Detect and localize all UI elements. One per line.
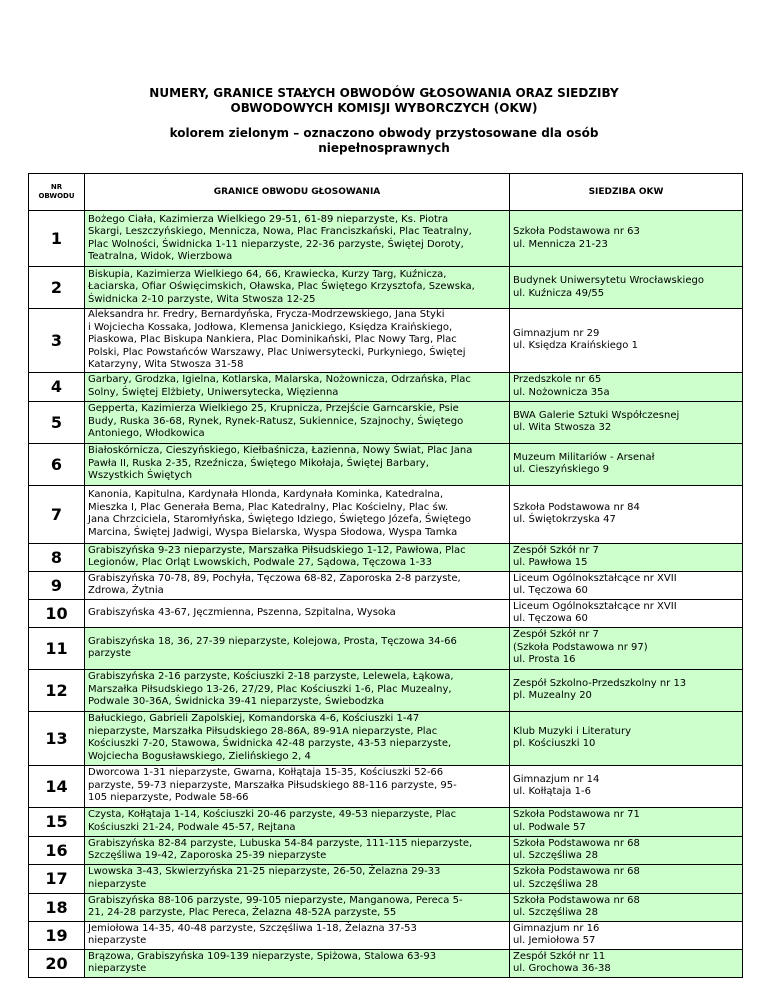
boundary-line: parzyste, 59-73 nieparzyste, Marszałka Piłsudskiego 88-116 parzyste, 95- <box>88 779 457 791</box>
district-number: 19 <box>29 921 85 949</box>
seat-line: Szkoła Podstawowa nr 68 <box>513 837 640 849</box>
seat-line: pl. Kościuszki 10 <box>513 738 596 749</box>
title-line-1: NUMERY, GRANICE STAŁYCH OBWODÓW GŁOSOWANIA ORAZ SIEDZIBY <box>149 86 619 100</box>
boundary-line: Kościuszki 7-20, Stawowa, Świdnicka 42-48 parzyste, 43-53 nieparzyste, <box>88 738 452 749</box>
seat-line: BWA Galerie Sztuki Współczesnej <box>513 409 680 421</box>
seat-line: Przedszkole nr 65 <box>513 374 602 385</box>
boundary-line: nieparzyste <box>88 878 147 890</box>
boundary-line: Zdrowa, Żytnia <box>88 585 164 596</box>
seat-line: Gimnazjum nr 29 <box>513 327 600 339</box>
district-number: 9 <box>29 571 85 599</box>
commission-seat <box>510 765 743 807</box>
header-siedziba: SIEDZIBA OKW <box>510 174 743 211</box>
district-number: 6 <box>29 443 85 485</box>
table-row <box>29 949 743 977</box>
district-number: 15 <box>29 807 85 836</box>
district-boundaries <box>85 267 510 309</box>
commission-seat <box>510 485 743 543</box>
boundary-line: Teatralna, Widok, Wierzbowa <box>88 251 233 262</box>
boundary-line: nieparzyste, Marszałka Piłsudskiego 28-86A, 89-91A nieparzyste, Plac <box>88 725 438 737</box>
boundary-line: Pawła II, Ruska 2-35, Rzeźnicza, Świętego Mikołaja, Świętej Barbary, <box>88 457 429 469</box>
district-number: 2 <box>29 267 85 309</box>
boundary-line: Lwowska 3-43, Skwierzyńska 21-25 nieparzyste, 26-50, Żelazna 29-33 <box>88 866 441 877</box>
district-number: 13 <box>29 711 85 765</box>
commission-seat <box>510 864 743 893</box>
seat-line: ul. Grochowa 36-38 <box>513 963 611 974</box>
seat-line: Szkoła Podstawowa nr 63 <box>513 226 640 237</box>
seat-line: Szkoła Podstawowa nr 68 <box>513 894 640 906</box>
boundary-line: Budy, Ruska 36-68, Rynek, Rynek-Ratusz, Sukiennice, Szajnochy, Świętego <box>88 415 464 427</box>
boundary-line: Biskupia, Kazimierza Wielkiego 64, 66, Krawiecka, Kurzy Targ, Kuźnicza, <box>88 268 447 280</box>
district-boundaries <box>85 921 510 949</box>
seat-line: Muzeum Militariów - Arsenał <box>513 451 655 463</box>
district-boundaries <box>85 836 510 864</box>
table-row <box>29 267 743 309</box>
seat-line: Liceum Ogólnokształcące nr XVII <box>513 572 677 584</box>
boundary-line: Legionów, Plac Orląt Lwowskich, Podwale 27, Sądowa, Tęczowa 1-33 <box>88 557 432 568</box>
commission-seat <box>510 309 743 373</box>
boundary-line: Dworcowa 1-31 nieparzyste, Gwarna, Kołłątaja 15-35, Kościuszki 52-66 <box>88 767 444 779</box>
boundary-line: Solny, Świętej Elżbiety, Uniwersytecka, Więzienna <box>88 386 339 398</box>
seat-line: Zespół Szkół nr 7 <box>513 544 599 556</box>
seat-line: ul. Kuźnicza 49/55 <box>513 287 605 299</box>
boundary-line: Grabiszyńska 82-84 parzyste, Lubuska 54-84 parzyste, 111-115 nieparzyste, <box>88 837 473 849</box>
boundary-line: Grabiszyńska 43-67, Jęczmienna, Pszenna, Szpitalna, Wysoka <box>88 606 396 618</box>
boundary-line: 105 nieparzyste, Podwale 58-66 <box>88 792 249 804</box>
seat-line: Szkoła Podstawowa nr 71 <box>513 809 640 820</box>
boundary-line: Kanonia, Kapitulna, Kardynała Hlonda, Kardynała Kominka, Katedralna, <box>88 489 444 500</box>
seat-line: ul. Nożownicza 35a <box>513 386 610 398</box>
table-row <box>29 401 743 443</box>
table-row <box>29 571 743 599</box>
district-number: 5 <box>29 401 85 443</box>
commission-seat <box>510 571 743 599</box>
boundary-line: Grabiszyńska 2-16 parzyste, Kościuszki 2-18 parzyste, Lelewela, Łąkowa, <box>88 671 454 683</box>
commission-seat <box>510 669 743 711</box>
commission-seat <box>510 599 743 627</box>
seat-line: ul. Szczęśliwa 28 <box>513 850 598 861</box>
seat-line: Zespół Szkół nr 7 <box>513 629 599 641</box>
seat-line: pl. Muzealny 20 <box>513 690 592 701</box>
boundary-line: Grabiszyńska 88-106 parzyste, 99-105 nieparzyste, Manganowa, Pereca 5- <box>88 894 463 906</box>
boundary-line: Łaciarska, Ofiar Oświęcimskich, Oławska, Plac Świętego Krzysztofa, Szewska, <box>88 281 475 293</box>
table-row <box>29 485 743 543</box>
table-row <box>29 372 743 401</box>
seat-line: Zespół Szkół nr 11 <box>513 950 606 962</box>
commission-seat <box>510 627 743 669</box>
seat-line: ul. Kołłątaja 1-6 <box>513 786 591 797</box>
seat-line: Liceum Ogólnokształcące nr XVII <box>513 600 677 612</box>
district-boundaries <box>85 443 510 485</box>
boundary-line: Podwale 30-36A, Świdnicka 39-41 nieparzyste, Świebodzka <box>88 696 385 708</box>
boundary-line: Marcina, Świętej Jadwigi, Wyspa Bielarska, Wyspa Słodowa, Wyspa Tamka <box>88 526 458 538</box>
commission-seat <box>510 949 743 977</box>
district-boundaries <box>85 669 510 711</box>
boundary-line: Piaskowa, Plac Biskupa Nankiera, Plac Dominikański, Plac Nowy Targ, Plac <box>88 334 457 345</box>
table-row <box>29 627 743 669</box>
district-boundaries <box>85 949 510 977</box>
district-boundaries <box>85 571 510 599</box>
district-boundaries <box>85 627 510 669</box>
header-nr-line-1: NR <box>50 183 63 191</box>
boundary-line: Bałuckiego, Gabrieli Zapolskiej, Komandorska 4-6, Kościuszki 1-47 <box>88 713 420 724</box>
boundary-line: Białoskórnicza, Cieszyńskiego, Kiełbaśnicza, Łazienna, Nowy Świat, Plac Jana <box>88 445 473 457</box>
commission-seat <box>510 893 743 921</box>
boundary-line: 21, 24-28 parzyste, Plac Pereca, Żelazna 48-52A parzyste, 55 <box>88 907 397 918</box>
boundary-line: nieparzyste <box>88 935 147 946</box>
boundary-line: Antoniego, Włodkowica <box>88 428 205 440</box>
subtitle-line-1: kolorem zielonym – oznaczono obwody przystosowane dla osób <box>169 126 599 140</box>
seat-line: Gimnazjum nr 14 <box>513 773 600 785</box>
boundary-line: Bożego Ciała, Kazimierza Wielkiego 29-51, 61-89 nieparzyste, Ks. Piotra <box>88 213 449 225</box>
table-row <box>29 443 743 485</box>
district-number: 3 <box>29 309 85 373</box>
district-number: 14 <box>29 765 85 807</box>
commission-seat <box>510 711 743 765</box>
seat-line: ul. Mennicza 21-23 <box>513 238 608 250</box>
boundary-line: Skargi, Leszczyńskiego, Mennicza, Nowa, Plac Franciszkański, Plac Teatralny, <box>88 226 472 237</box>
table-row <box>29 836 743 864</box>
district-number: 18 <box>29 893 85 921</box>
district-number: 12 <box>29 669 85 711</box>
header-nr-line-2: OBWODU <box>38 192 75 200</box>
commission-seat <box>510 443 743 485</box>
boundary-line: Szczęśliwa 19-42, Zaporoska 25-39 nieparzyste <box>88 850 327 861</box>
table-row <box>29 711 743 765</box>
table-row <box>29 921 743 949</box>
boundary-line: Gepperta, Kazimierza Wielkiego 25, Krupnicza, Przejście Garncarskie, Psie <box>88 403 459 415</box>
boundary-line: Wszystkich Świętych <box>88 470 193 482</box>
boundary-line: nieparzyste <box>88 963 147 974</box>
district-boundaries <box>85 372 510 401</box>
title-line-2: OBWODOWYCH KOMISJI WYBORCZYCH (OKW) <box>230 101 538 115</box>
seat-line: ul. Cieszyńskiego 9 <box>513 464 610 475</box>
district-boundaries <box>85 893 510 921</box>
table-row <box>29 599 743 627</box>
district-boundaries <box>85 485 510 543</box>
header-nr <box>29 174 85 211</box>
district-boundaries <box>85 711 510 765</box>
document-title <box>0 86 768 116</box>
district-boundaries <box>85 599 510 627</box>
table-row <box>29 893 743 921</box>
boundary-line: Marszałka Piłsudskiego 13-26, 27/29, Plac Kościuszki 1-6, Plac Muzealny, <box>88 683 452 695</box>
boundary-line: Garbary, Grodzka, Igielna, Kotlarska, Malarska, Nożownicza, Odrzańska, Plac <box>88 374 471 385</box>
table-row <box>29 309 743 373</box>
boundary-line: Grabiszyńska 18, 36, 27-39 nieparzyste, Kolejowa, Prosta, Tęczowa 34-66 <box>88 635 457 647</box>
commission-seat <box>510 401 743 443</box>
table-row <box>29 211 743 267</box>
boundary-line: i Wojciecha Kossaka, Jodłowa, Klemensa Janickiego, Księdza Kraińskiego, <box>88 321 453 333</box>
subtitle-line-2: niepełnosprawnych <box>318 141 450 155</box>
seat-line: ul. Tęczowa 60 <box>513 585 588 596</box>
commission-seat <box>510 921 743 949</box>
seat-line: ul. Księdza Kraińskiego 1 <box>513 340 638 352</box>
district-number: 17 <box>29 864 85 893</box>
table-row <box>29 543 743 571</box>
boundary-line: Brązowa, Grabiszyńska 109-139 nieparzyste, Spiżowa, Stalowa 63-93 <box>88 950 437 962</box>
boundary-line: Kościuszki 21-24, Podwale 45-57, Rejtana <box>88 821 296 833</box>
boundary-line: parzyste <box>88 648 132 659</box>
boundary-line: Grabiszyńska 70-78, 89, Pochyła, Tęczowa 68-82, Zaporoska 2-8 parzyste, <box>88 572 461 584</box>
district-boundaries <box>85 765 510 807</box>
district-number: 8 <box>29 543 85 571</box>
district-boundaries <box>85 807 510 836</box>
boundary-line: Świdnicka 2-10 parzyste, Wita Stwosza 12-25 <box>88 293 316 305</box>
commission-seat <box>510 543 743 571</box>
commission-seat <box>510 267 743 309</box>
boundary-line: Katarzyny, Wita Stwosza 31-58 <box>88 359 244 370</box>
document-subtitle <box>0 126 768 156</box>
seat-line: ul. Szczęśliwa 28 <box>513 907 598 918</box>
district-number: 7 <box>29 485 85 543</box>
boundary-line: Czysta, Kołłątaja 1-14, Kościuszki 20-46 parzyste, 49-53 nieparzyste, Plac <box>88 809 457 820</box>
district-number: 11 <box>29 627 85 669</box>
seat-line: Klub Muzyki i Literatury <box>513 725 631 737</box>
seat-line: ul. Jemiołowa 57 <box>513 935 596 946</box>
seat-line: ul. Prosta 16 <box>513 654 576 666</box>
boundary-line: Jana Chrzciciela, Staromłyńska, Świętego Idziego, Świętego Józefa, Świętego <box>88 514 472 525</box>
seat-line: Zespół Szkolno-Przedszkolny nr 13 <box>513 677 687 689</box>
district-number: 16 <box>29 836 85 864</box>
table-row <box>29 807 743 836</box>
district-number: 20 <box>29 949 85 977</box>
seat-line: Szkoła Podstawowa nr 68 <box>513 866 640 877</box>
seat-line: ul. Świętokrzyska 47 <box>513 514 616 525</box>
seat-line: ul. Wita Stwosza 32 <box>513 422 612 433</box>
boundary-line: Aleksandra hr. Fredry, Bernardyńska, Frycza-Modrzewskiego, Jana Styki <box>88 309 445 320</box>
district-boundaries <box>85 864 510 893</box>
table-body <box>29 211 743 978</box>
district-boundaries <box>85 309 510 373</box>
boundary-line: Mieszka I, Plac Generała Bema, Plac Katedralny, Plac Kościelny, Plac św. <box>88 501 449 513</box>
seat-line: ul. Tęczowa 60 <box>513 613 588 624</box>
table-row <box>29 669 743 711</box>
boundary-line: Grabiszyńska 9-23 nieparzyste, Marszałka Piłsudskiego 1-12, Pawłowa, Plac <box>88 544 466 556</box>
districts-table <box>28 173 743 978</box>
boundary-line: Polski, Plac Powstańców Warszawy, Plac Uniwersytecki, Purkyniego, Świętej <box>88 346 466 358</box>
seat-line: ul. Szczęśliwa 28 <box>513 878 598 890</box>
commission-seat <box>510 807 743 836</box>
seat-line: Szkoła Podstawowa nr 84 <box>513 501 640 513</box>
seat-line: (Szkoła Podstawowa nr 97) <box>513 641 648 653</box>
header-granice: GRANICE OBWODU GŁOSOWANIA <box>85 174 510 211</box>
boundary-line: Plac Wolności, Świdnicka 1-11 nieparzyste, 22-36 parzyste, Świętej Doroty, <box>88 238 464 250</box>
boundary-line: Jemiołowa 14-35, 40-48 parzyste, Szczęśliwa 1-18, Żelazna 37-53 <box>88 922 417 934</box>
district-number: 1 <box>29 211 85 267</box>
table-header-row <box>29 174 743 211</box>
district-boundaries <box>85 211 510 267</box>
seat-line: ul. Pawłowa 15 <box>513 557 588 568</box>
commission-seat <box>510 211 743 267</box>
seat-line: ul. Podwale 57 <box>513 821 586 833</box>
seat-line: Budynek Uniwersytetu Wrocławskiego <box>513 275 704 286</box>
district-boundaries <box>85 401 510 443</box>
commission-seat <box>510 372 743 401</box>
boundary-line: Wojciecha Bogusławskiego, Zielińskiego 2, 4 <box>88 750 311 762</box>
district-boundaries <box>85 543 510 571</box>
seat-line: Gimnazjum nr 16 <box>513 922 600 934</box>
table-row <box>29 765 743 807</box>
commission-seat <box>510 836 743 864</box>
district-number: 10 <box>29 599 85 627</box>
table-row <box>29 864 743 893</box>
district-number: 4 <box>29 372 85 401</box>
